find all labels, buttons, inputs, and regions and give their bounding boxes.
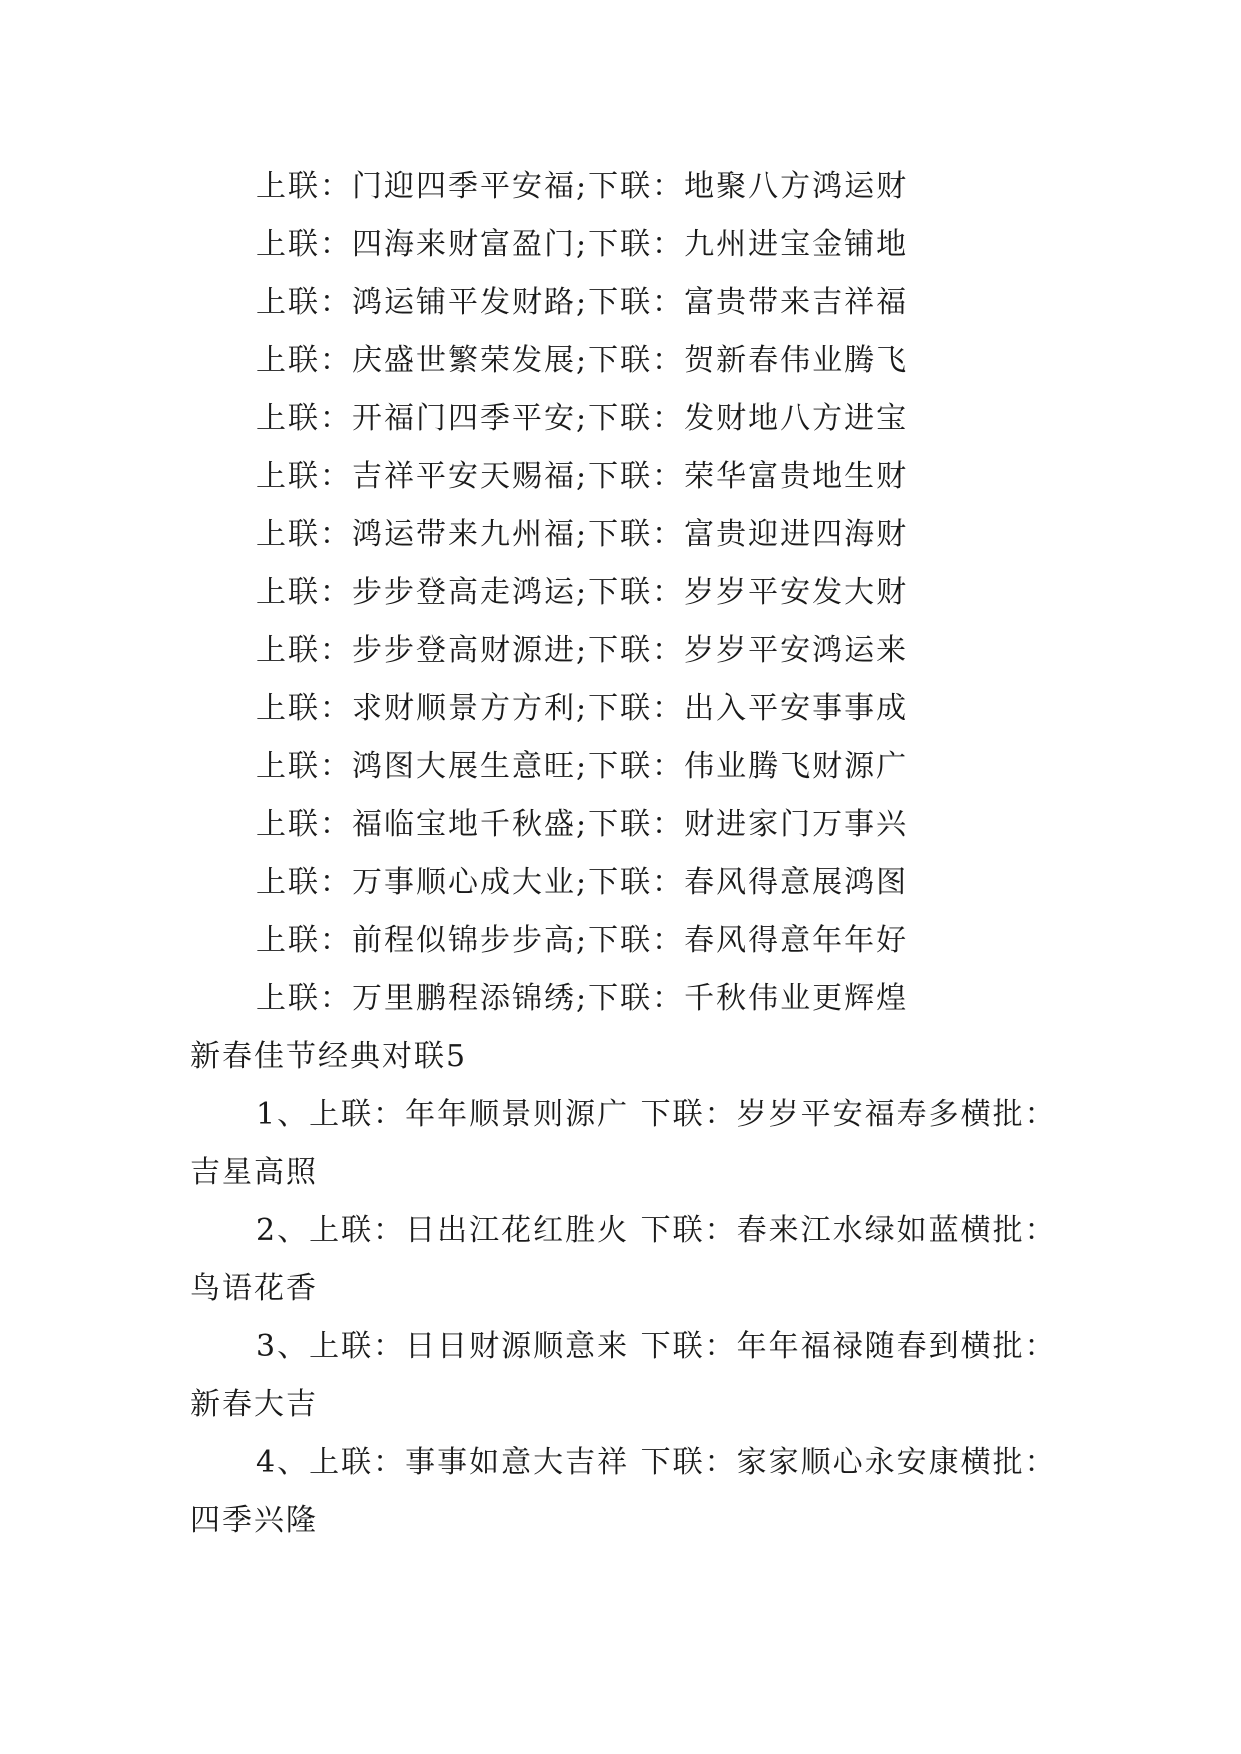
couplet-line: 上联：福临宝地千秋盛;下联：财进家门万事兴 [256, 807, 909, 842]
numbered-couplet-banner: 四季兴隆 [190, 1503, 318, 1538]
document-body [190, 158, 1060, 1550]
couplet-line: 上联：前程似锦步步高;下联：春风得意年年好 [256, 923, 909, 958]
numbered-couplet-banner: 鸟语花香 [190, 1271, 318, 1306]
couplet-line: 上联：鸿图大展生意旺;下联：伟业腾飞财源广 [256, 749, 909, 784]
numbered-couplet [190, 1434, 1060, 1550]
couplet-line: 上联：庆盛世繁荣发展;下联：贺新春伟业腾飞 [256, 343, 909, 378]
couplet-line: 上联：吉祥平安天赐福;下联：荣华富贵地生财 [256, 459, 909, 494]
couplet-line: 上联：鸿运带来九州福;下联：富贵迎进四海财 [256, 517, 909, 552]
numbered-couplet [190, 1086, 1060, 1202]
numbered-couplet-line: 1、上联：年年顺景则源广 下联：岁岁平安福寿多横批： [256, 1097, 1057, 1132]
couplet-line: 上联：步步登高财源进;下联：岁岁平安鸿运来 [256, 633, 909, 668]
couplet-line: 上联：鸿运铺平发财路;下联：富贵带来吉祥福 [256, 285, 909, 320]
numbered-couplet-banner: 新春大吉 [190, 1387, 318, 1422]
couplet-line: 上联：门迎四季平安福;下联：地聚八方鸿运财 [256, 169, 909, 204]
numbered-couplet-banner: 吉星高照 [190, 1155, 318, 1190]
section-heading: 新春佳节经典对联5 [190, 1039, 468, 1074]
couplet-line: 上联：步步登高走鸿运;下联：岁岁平安发大财 [256, 575, 909, 610]
numbered-couplet [190, 1318, 1060, 1434]
numbered-couplet-line: 3、上联：日日财源顺意来 下联：年年福禄随春到横批： [256, 1329, 1057, 1364]
numbered-couplet [190, 1202, 1060, 1318]
couplet-line: 上联：万事顺心成大业;下联：春风得意展鸿图 [256, 865, 909, 900]
numbered-couplet-line: 4、上联：事事如意大吉祥 下联：家家顺心永安康横批： [256, 1445, 1057, 1480]
couplet-line: 上联：开福门四季平安;下联：发财地八方进宝 [256, 401, 909, 436]
couplet-line: 上联：四海来财富盈门;下联：九州进宝金铺地 [256, 227, 909, 262]
couplet-line: 上联：求财顺景方方利;下联：出入平安事事成 [256, 691, 909, 726]
couplet-line: 上联：万里鹏程添锦绣;下联：千秋伟业更辉煌 [256, 981, 909, 1016]
numbered-couplet-line: 2、上联：日出江花红胜火 下联：春来江水绿如蓝横批： [256, 1213, 1057, 1248]
